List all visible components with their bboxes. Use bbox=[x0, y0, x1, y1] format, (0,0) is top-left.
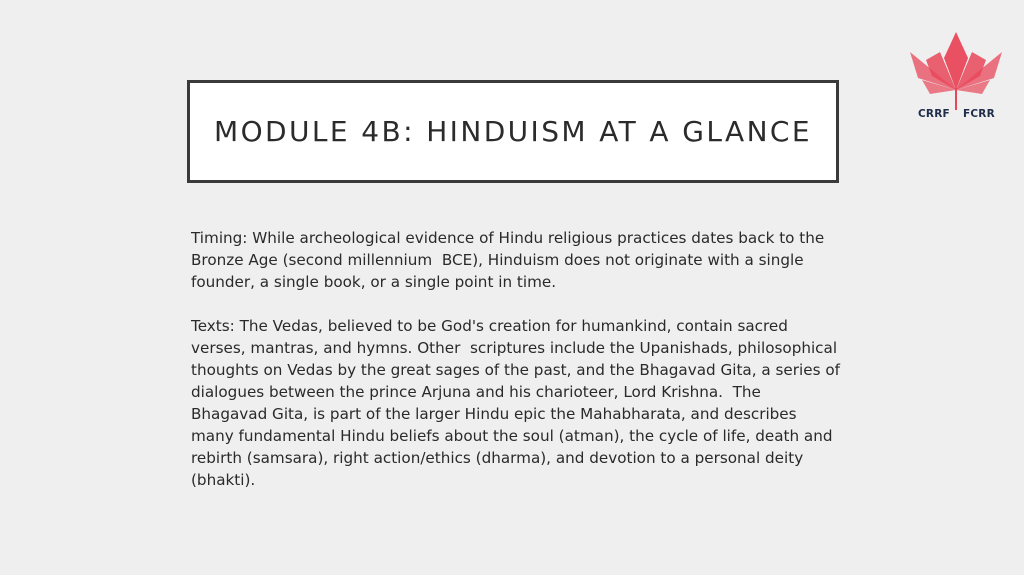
title-box bbox=[187, 80, 839, 183]
paragraph-texts: Texts: The Vedas, believed to be God's creation for humankind, contain sacred verses, mantras, and hymns. Other scriptures include the Upanishads, philosophical thoughts on Vedas by the great sages of the past, and the Bhagavad Gita, a series of dialogues between the prince Arjuna and his charioteer, Lord Krishna. The Bhagavad Gita, is part of the larger Hindu epic the Mahabharata, and describes many fundamental Hindu beliefs about the soul (atman), the cycle of life, death and rebirth (samsara), right action/ethics (dharma), and devotion to a personal deity (bhakti). bbox=[191, 317, 845, 489]
maple-leaf-icon bbox=[910, 30, 1002, 112]
slide-title: MODULE 4B: HINDUISM AT A GLANCE bbox=[214, 115, 812, 148]
slide-body bbox=[191, 227, 845, 491]
crrf-logo bbox=[906, 30, 1006, 125]
paragraph-timing: Timing: While archeological evidence of Hindu religious practices dates back to the Bronze Age (second millennium BCE), Hinduism does not originate with a single founder, a single book, or a single point in time. bbox=[191, 229, 830, 291]
logo-label-crrf: CRRF bbox=[918, 108, 950, 120]
logo-label-fcrr: FCRR bbox=[963, 108, 995, 120]
